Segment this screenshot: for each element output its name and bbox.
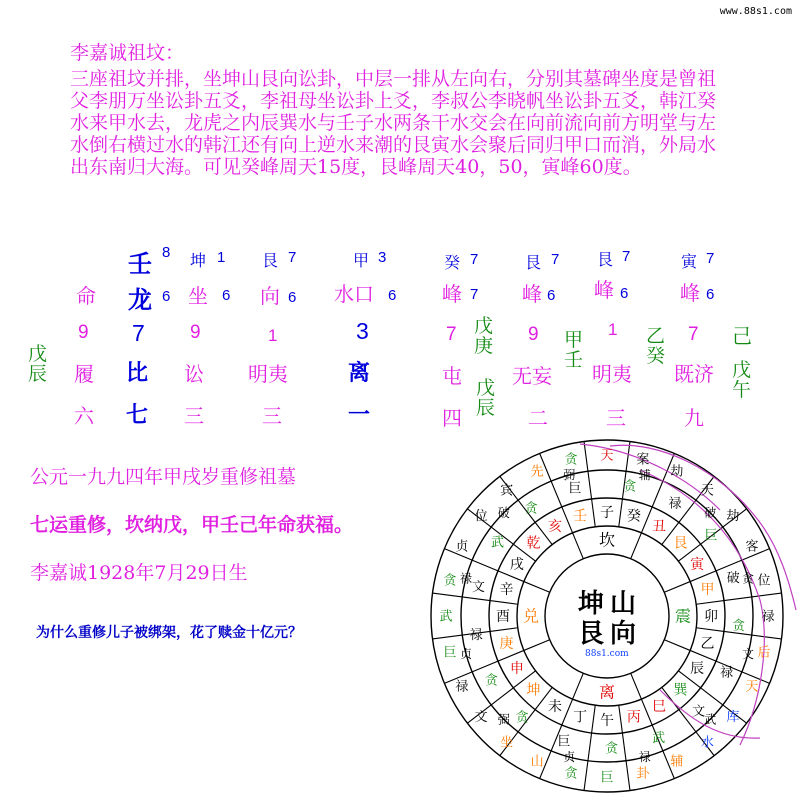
outer-sub-2: 贪 <box>742 571 755 586</box>
chart-yao-3: 三 <box>184 404 204 428</box>
compass-rings <box>431 440 783 792</box>
chart-yao-8: 三 <box>606 406 626 430</box>
star-15: 贪 <box>524 501 538 517</box>
spoke-inner-3 <box>631 673 642 699</box>
outer-0: 天 <box>600 448 614 464</box>
outer-sub-7: 弼 <box>497 712 510 727</box>
chart-gua-8: 明夷 <box>592 362 632 386</box>
outer-sub-1: 破 <box>704 505 717 520</box>
chart-xiang: 向 <box>260 284 280 308</box>
star-1: 禄 <box>668 496 682 512</box>
mountain-3: 艮 <box>673 535 688 552</box>
mountain-21: 乾 <box>526 535 541 552</box>
chart-jia: 甲 <box>353 251 370 270</box>
chart-feng1-num: 7 <box>470 286 479 303</box>
chart-gua-1: 履 <box>74 362 94 386</box>
star-7: 武 <box>652 731 666 747</box>
chart-ji: 己 <box>732 324 752 348</box>
star-2: 巨 <box>704 528 718 544</box>
chart-yigui: 乙癸 <box>646 325 666 367</box>
chart-zuo: 坐 <box>188 284 208 308</box>
outer-24: 位 <box>474 509 488 525</box>
outer-23: 贞 <box>455 539 469 555</box>
mountain-5: 甲 <box>700 581 715 598</box>
outer-sub-4: 武 <box>704 712 717 727</box>
ring-outer <box>431 440 783 792</box>
chart-long-num: 6 <box>162 288 171 305</box>
repair-fortune-text: 七运重修，坎纳戊，甲壬己年命获福。 <box>30 514 354 536</box>
spoke-inner-1 <box>664 582 690 593</box>
chart-feng1: 峰 <box>442 282 462 306</box>
chart-feng2: 峰 <box>522 282 542 306</box>
mountain-2: 丑 <box>652 518 666 535</box>
spoke-inner-0 <box>631 533 642 559</box>
outer-13: 卦 <box>636 766 650 782</box>
ring-1 <box>545 554 669 678</box>
chart-gua-4: 明夷 <box>248 362 288 386</box>
spoke-star-15 <box>491 688 513 705</box>
outer-14: 巨 <box>600 770 614 786</box>
outer-18: 文 <box>474 709 488 725</box>
star-8: 贪 <box>605 741 619 757</box>
chart-kun-num: 1 <box>217 249 226 266</box>
spoke-mountain-6 <box>696 628 724 632</box>
chart-feng2-num: 6 <box>547 287 556 304</box>
spoke-mountain-0 <box>619 499 623 527</box>
outer-sub-0: 辅 <box>638 468 651 483</box>
star-9: 巨 <box>557 734 571 750</box>
compass-labels <box>439 449 774 786</box>
chart-ren: 壬 <box>128 249 152 278</box>
spoke-outer-11 <box>626 761 630 791</box>
chart-gen3: 艮 <box>597 250 614 269</box>
mountain-13: 丁 <box>573 709 588 726</box>
chart-gen1: 艮 <box>262 251 279 270</box>
spoke-star-11 <box>622 733 626 761</box>
outer-19: 禄 <box>455 679 469 695</box>
spoke-outer-23 <box>584 442 588 472</box>
star-16: 巨 <box>568 481 582 497</box>
spoke-star-19 <box>472 560 498 571</box>
spoke-mountain-12 <box>592 705 596 733</box>
mountain-17: 庚 <box>499 635 514 652</box>
chart-gua-2: 比 <box>126 360 149 386</box>
spoke-outer-18 <box>433 593 463 597</box>
mountain-6: 卯 <box>704 608 718 625</box>
chart-gua-9: 既济 <box>674 362 714 386</box>
star-0: 贪 <box>623 479 637 495</box>
chart-gua-7: 无妄 <box>512 364 552 388</box>
spoke-star-23 <box>588 471 592 499</box>
spoke-star-12 <box>588 733 592 761</box>
outer-sub-3: 文 <box>742 646 755 661</box>
spoke-star-22 <box>551 481 562 507</box>
outer-11: 水 <box>700 735 714 751</box>
center-shan: 山 <box>610 589 637 619</box>
mountain-9: 巽 <box>673 682 688 699</box>
spoke-mountain-17 <box>490 628 518 632</box>
chart-yao-2: 七 <box>126 402 149 428</box>
chart-left-wuchen: 戊辰 <box>28 343 48 385</box>
spoke-mountain-18 <box>490 601 518 605</box>
repair-date-text: 公元一九九四年甲戌岁重修祖墓 <box>30 466 297 488</box>
mountain-16: 申 <box>509 660 524 677</box>
mountain-12: 午 <box>600 712 614 729</box>
spoke-mountain-16 <box>498 650 524 661</box>
chart-gen2: 艮 <box>525 253 542 272</box>
mountain-18: 酉 <box>496 608 510 625</box>
chart-gua-5: 离 <box>348 360 371 386</box>
page-title: 李嘉诚祖坟： <box>70 42 185 64</box>
chart-num-4: 1 <box>268 326 278 345</box>
chart-num-9: 7 <box>688 324 699 345</box>
spoke-star-18 <box>462 597 490 601</box>
mountain-11: 丙 <box>626 709 641 726</box>
center-url: 88s1.com <box>585 649 629 659</box>
watermark: www.88s1.com <box>719 6 792 17</box>
outer-12: 辅 <box>670 754 684 770</box>
star-10: 贪 <box>515 710 529 726</box>
outer-16: 山 <box>530 754 544 770</box>
chart-num-1: 9 <box>78 322 89 343</box>
chart-num-5: 3 <box>356 318 369 344</box>
spoke-star-5 <box>724 597 752 601</box>
outer-15: 贪 <box>564 766 578 782</box>
spoke-inner-5 <box>524 640 550 651</box>
chart-feng4-num: 6 <box>706 286 715 303</box>
chart-gua-3: 讼 <box>184 362 204 386</box>
spoke-outer-5 <box>752 593 782 597</box>
spoke-outer-17 <box>433 635 463 639</box>
star-3: 破 <box>726 570 740 586</box>
mountain-23: 壬 <box>573 508 588 525</box>
spoke-mountain-11 <box>619 705 623 733</box>
mountain-8: 辰 <box>690 660 705 677</box>
spoke-inner-2 <box>664 640 690 651</box>
outer-25: 宾 <box>500 483 514 499</box>
trigram-1: 震 <box>674 606 692 626</box>
chart-gen3-num: 7 <box>622 248 631 265</box>
spoke-inner-6 <box>524 582 550 593</box>
outer-22: 贪 <box>443 573 457 589</box>
mountain-0: 子 <box>600 504 614 521</box>
outer-sub-9: 禄 <box>459 571 472 586</box>
chart-kun: 坤 <box>190 251 207 270</box>
chart-gui: 癸 <box>444 253 461 272</box>
spoke-outer-6 <box>752 635 782 639</box>
spoke-star-4 <box>716 560 742 571</box>
chart-num-8: 1 <box>608 320 618 339</box>
spoke-mountain-22 <box>562 507 573 533</box>
mountain-1: 癸 <box>626 508 641 525</box>
chart-ming: 命 <box>76 284 96 308</box>
center-kun: 坤 <box>578 589 605 619</box>
chart-yin-num: 7 <box>706 250 715 267</box>
center-xiang: 向 <box>610 619 637 649</box>
spoke-mountain-13 <box>562 699 573 725</box>
star-12: 禄 <box>469 627 483 643</box>
description-paragraph: 三座祖坟并排，坐坤山艮向讼卦，中层一排从左向右，分别其墓碑坐度是曾祖父李朋万坐讼卦五爻，李祖母坐讼卦上爻，李叔公李晓帆坐讼卦五爻，韩江癸水来甲水去，龙虎之内辰巽水与壬子水两条干水交会在向前流向前方明堂与左水倒右横过水的韩江还有向上逆水来潮的艮寅水会聚后同归甲口而消，外局水出东南归大海。可见癸峰周天15度，艮峰周天40，50，寅峰60度。 <box>70 68 717 178</box>
chart-xiang-num: 6 <box>288 289 297 306</box>
chart-yao-6: 四 <box>442 406 462 430</box>
chart-yao-9: 九 <box>684 406 704 430</box>
chart-long: 龙 <box>128 285 152 314</box>
outer-17: 坐 <box>500 735 514 751</box>
mountain-19: 辛 <box>499 581 514 598</box>
outer-4: 劫 <box>726 509 740 525</box>
chart-gen2-num: 7 <box>551 251 560 268</box>
outer-sub-10: 破 <box>497 505 510 520</box>
chart-yin: 寅 <box>681 252 698 271</box>
spoke-star-1 <box>652 481 663 507</box>
chart-gui-num: 7 <box>470 251 479 268</box>
outer-sub-5: 禄 <box>638 750 651 765</box>
chart-feng3-num: 6 <box>620 285 629 302</box>
chart-zuo-num: 6 <box>222 287 231 304</box>
compass-center <box>578 589 636 659</box>
outer-21: 武 <box>439 609 453 625</box>
mountain-14: 未 <box>548 698 562 715</box>
spoke-outer-12 <box>584 761 588 791</box>
chart-yao-1: 六 <box>74 404 94 428</box>
center-gen: 艮 <box>578 619 605 649</box>
question-text: 为什么重修儿子被绑架，花了赎金十亿元？ <box>36 625 302 641</box>
spoke-mountain-5 <box>696 601 724 605</box>
star-6: 文 <box>692 704 706 720</box>
spoke-star-16 <box>472 661 498 672</box>
mountain-22: 亥 <box>548 518 562 535</box>
outer-7: 禄 <box>761 609 775 625</box>
mountain-20: 戌 <box>509 556 524 573</box>
spoke-inner-4 <box>573 673 584 699</box>
outer-sub-6: 贞 <box>563 750 576 765</box>
spoke-mountain-1 <box>641 507 652 533</box>
star-11: 贪 <box>485 673 499 689</box>
mountain-10: 巳 <box>652 698 666 715</box>
outer-2: 劫 <box>670 464 684 480</box>
outer-26: 先 <box>530 464 544 480</box>
outer-9: 天 <box>745 679 759 695</box>
chart-shuikou-num: 6 <box>388 287 397 304</box>
star-13: 文 <box>471 579 485 595</box>
chart-num-2: 7 <box>132 320 145 346</box>
outer-20: 巨 <box>443 645 457 661</box>
chart-wuchen2: 戊辰 <box>476 377 496 419</box>
chart-num-7: 9 <box>528 324 539 345</box>
mountain-7: 乙 <box>700 635 715 652</box>
spoke-inner-7 <box>573 533 584 559</box>
mountain-4: 寅 <box>690 556 705 573</box>
spoke-mountain-7 <box>690 650 716 661</box>
star-14: 武 <box>491 535 505 551</box>
chart-feng3: 峰 <box>594 278 614 302</box>
ring-2 <box>517 526 697 706</box>
chart-wuwu: 戊午 <box>732 359 752 401</box>
outer-8: 后 <box>757 645 771 661</box>
chart-ren-num: 8 <box>162 244 171 261</box>
spoke-star-8 <box>701 688 723 705</box>
chart-gua-6: 屯 <box>442 364 462 388</box>
chart-num-3: 9 <box>190 322 201 343</box>
chart-wugeng: 戊庚 <box>474 315 494 357</box>
chart-num-6: 7 <box>446 324 457 345</box>
chart-yao-7: 二 <box>528 406 548 430</box>
chart-shuikou: 水口 <box>334 282 374 306</box>
spoke-mountain-23 <box>592 499 596 527</box>
outer-1: 案 <box>636 452 650 468</box>
chart-feng4: 峰 <box>680 281 700 305</box>
spoke-outer-0 <box>626 442 630 472</box>
chart-yao-4: 三 <box>262 404 282 428</box>
outer-6: 位 <box>757 573 771 589</box>
chart-gen1-num: 7 <box>288 249 297 266</box>
chart-jia-num: 3 <box>378 249 387 266</box>
trigram-0: 坎 <box>598 530 616 550</box>
outer-27: 贪 <box>564 452 578 468</box>
star-4: 贪 <box>732 618 746 634</box>
outer-3: 天 <box>700 483 714 499</box>
outer-sub-8: 贞 <box>459 646 472 661</box>
birth-date-text: 李嘉诚1928年7月29日生 <box>30 562 248 584</box>
outer-10: 库 <box>726 709 740 725</box>
mountain-15: 坤 <box>526 682 541 699</box>
compass-spokes <box>433 442 782 791</box>
trigram-3: 兑 <box>522 606 540 626</box>
trigram-2: 离 <box>598 682 616 702</box>
outer-5: 客 <box>745 539 759 555</box>
spoke-mountain-10 <box>641 699 652 725</box>
chart-yao-5: 一 <box>348 402 371 428</box>
outer-sub-11: 弼 <box>563 468 576 483</box>
star-5: 禄 <box>720 665 734 681</box>
chart-jiaren: 甲壬 <box>564 329 584 371</box>
